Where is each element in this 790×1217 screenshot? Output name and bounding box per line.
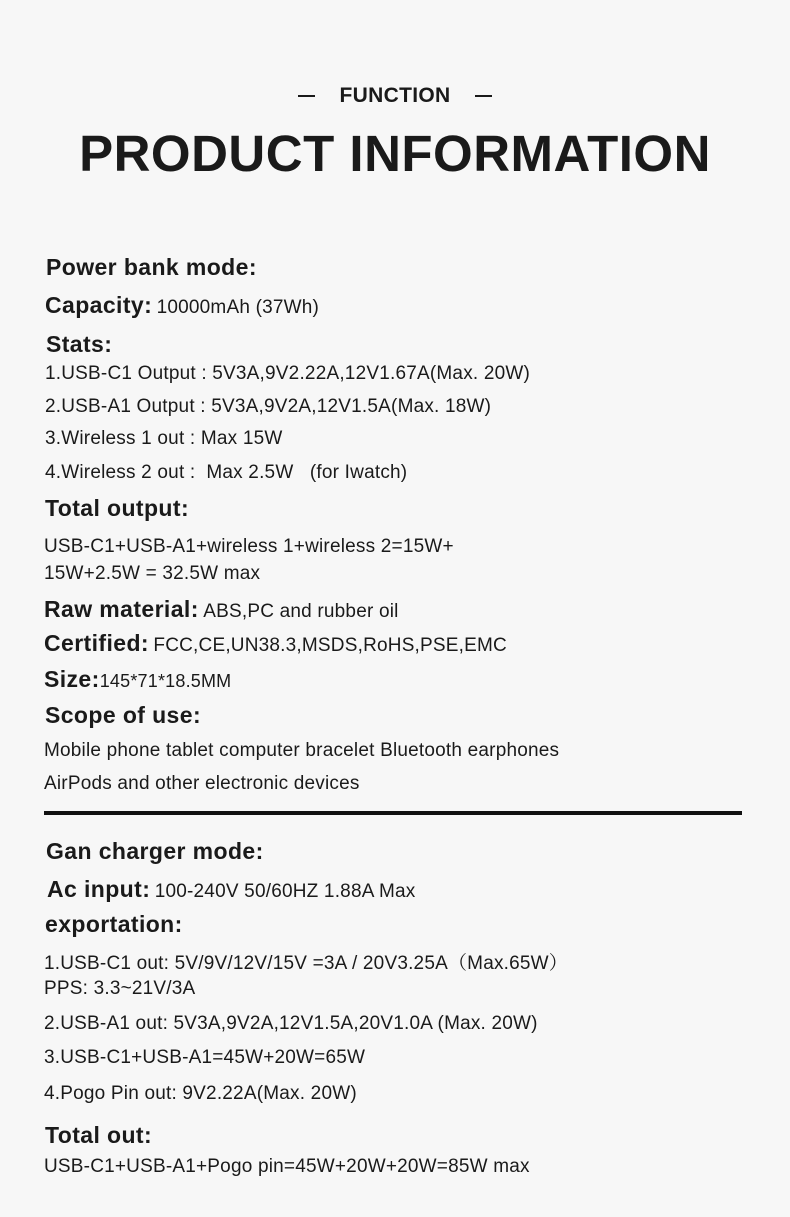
ac-input-row <box>47 876 416 903</box>
raw-material-value: ABS,PC and rubber oil <box>203 601 399 622</box>
size-label: Size: <box>44 666 100 692</box>
total-output-label: Total output: <box>45 495 189 521</box>
raw-material-row <box>44 596 399 623</box>
output-item: PPS: 3.3~21V/3A <box>44 978 196 999</box>
stats-item: 3.Wireless 1 out : Max 15W <box>45 428 283 449</box>
size-value: 145*71*18.5MM <box>99 671 232 691</box>
capacity-label: Capacity: <box>45 292 153 318</box>
stats-label: Stats: <box>46 331 113 357</box>
ac-input-label: Ac input: <box>47 876 151 902</box>
section-divider <box>44 811 742 815</box>
scope-line: Mobile phone tablet computer bracelet Bluetooth earphones <box>44 740 560 761</box>
stats-item: 1.USB-C1 Output : 5V3A,9V2.22A,12V1.67A(Max. 20W) <box>45 363 531 384</box>
right-dash-decoration <box>475 95 492 97</box>
certified-value: FCC,CE,UN38.3,MSDS,RoHS,PSE,EMC <box>153 635 507 656</box>
stats-item: 4.Wireless 2 out : Max 2.5W (for Iwatch) <box>45 462 408 483</box>
eyebrow-text: FUNCTION <box>339 84 451 107</box>
scope-label: Scope of use: <box>45 702 202 728</box>
output-item: 3.USB-C1+USB-A1=45W+20W=65W <box>44 1047 366 1068</box>
scope-line: AirPods and other electronic devices <box>44 773 360 794</box>
output-item: 4.Pogo Pin out: 9V2.22A(Max. 20W) <box>44 1083 357 1104</box>
certified-row <box>44 630 507 657</box>
stats-item: 2.USB-A1 Output : 5V3A,9V2A,12V1.5A(Max. 18W) <box>45 396 492 417</box>
ac-input-value: 100-240V 50/60HZ 1.88A Max <box>154 881 416 902</box>
left-dash-decoration <box>298 95 315 97</box>
size-row <box>44 666 231 693</box>
section-eyebrow <box>0 84 790 110</box>
total-output-line: USB-C1+USB-A1+wireless 1+wireless 2=15W+ <box>44 536 454 557</box>
gan-charger-heading: Gan charger mode: <box>46 838 264 864</box>
total-output-line: 15W+2.5W = 32.5W max <box>44 563 261 584</box>
page-title: PRODUCT INFORMATION <box>79 125 711 182</box>
power-bank-heading: Power bank mode: <box>46 254 257 280</box>
certified-label: Certified: <box>44 630 149 656</box>
total-out-value: USB-C1+USB-A1+Pogo pin=45W+20W+20W=85W max <box>44 1156 530 1177</box>
raw-material-label: Raw material: <box>44 596 199 622</box>
capacity-row <box>45 292 319 319</box>
output-item: 2.USB-A1 out: 5V3A,9V2A,12V1.5A,20V1.0A (Max. 20W) <box>44 1013 538 1034</box>
output-item: 1.USB-C1 out: 5V/9V/12V/15V =3A / 20V3.25A（Max.65W） <box>44 953 569 974</box>
capacity-value: 10000mAh (37Wh) <box>156 297 320 318</box>
exportation-label: exportation: <box>45 911 183 937</box>
total-out-label: Total out: <box>45 1122 153 1148</box>
